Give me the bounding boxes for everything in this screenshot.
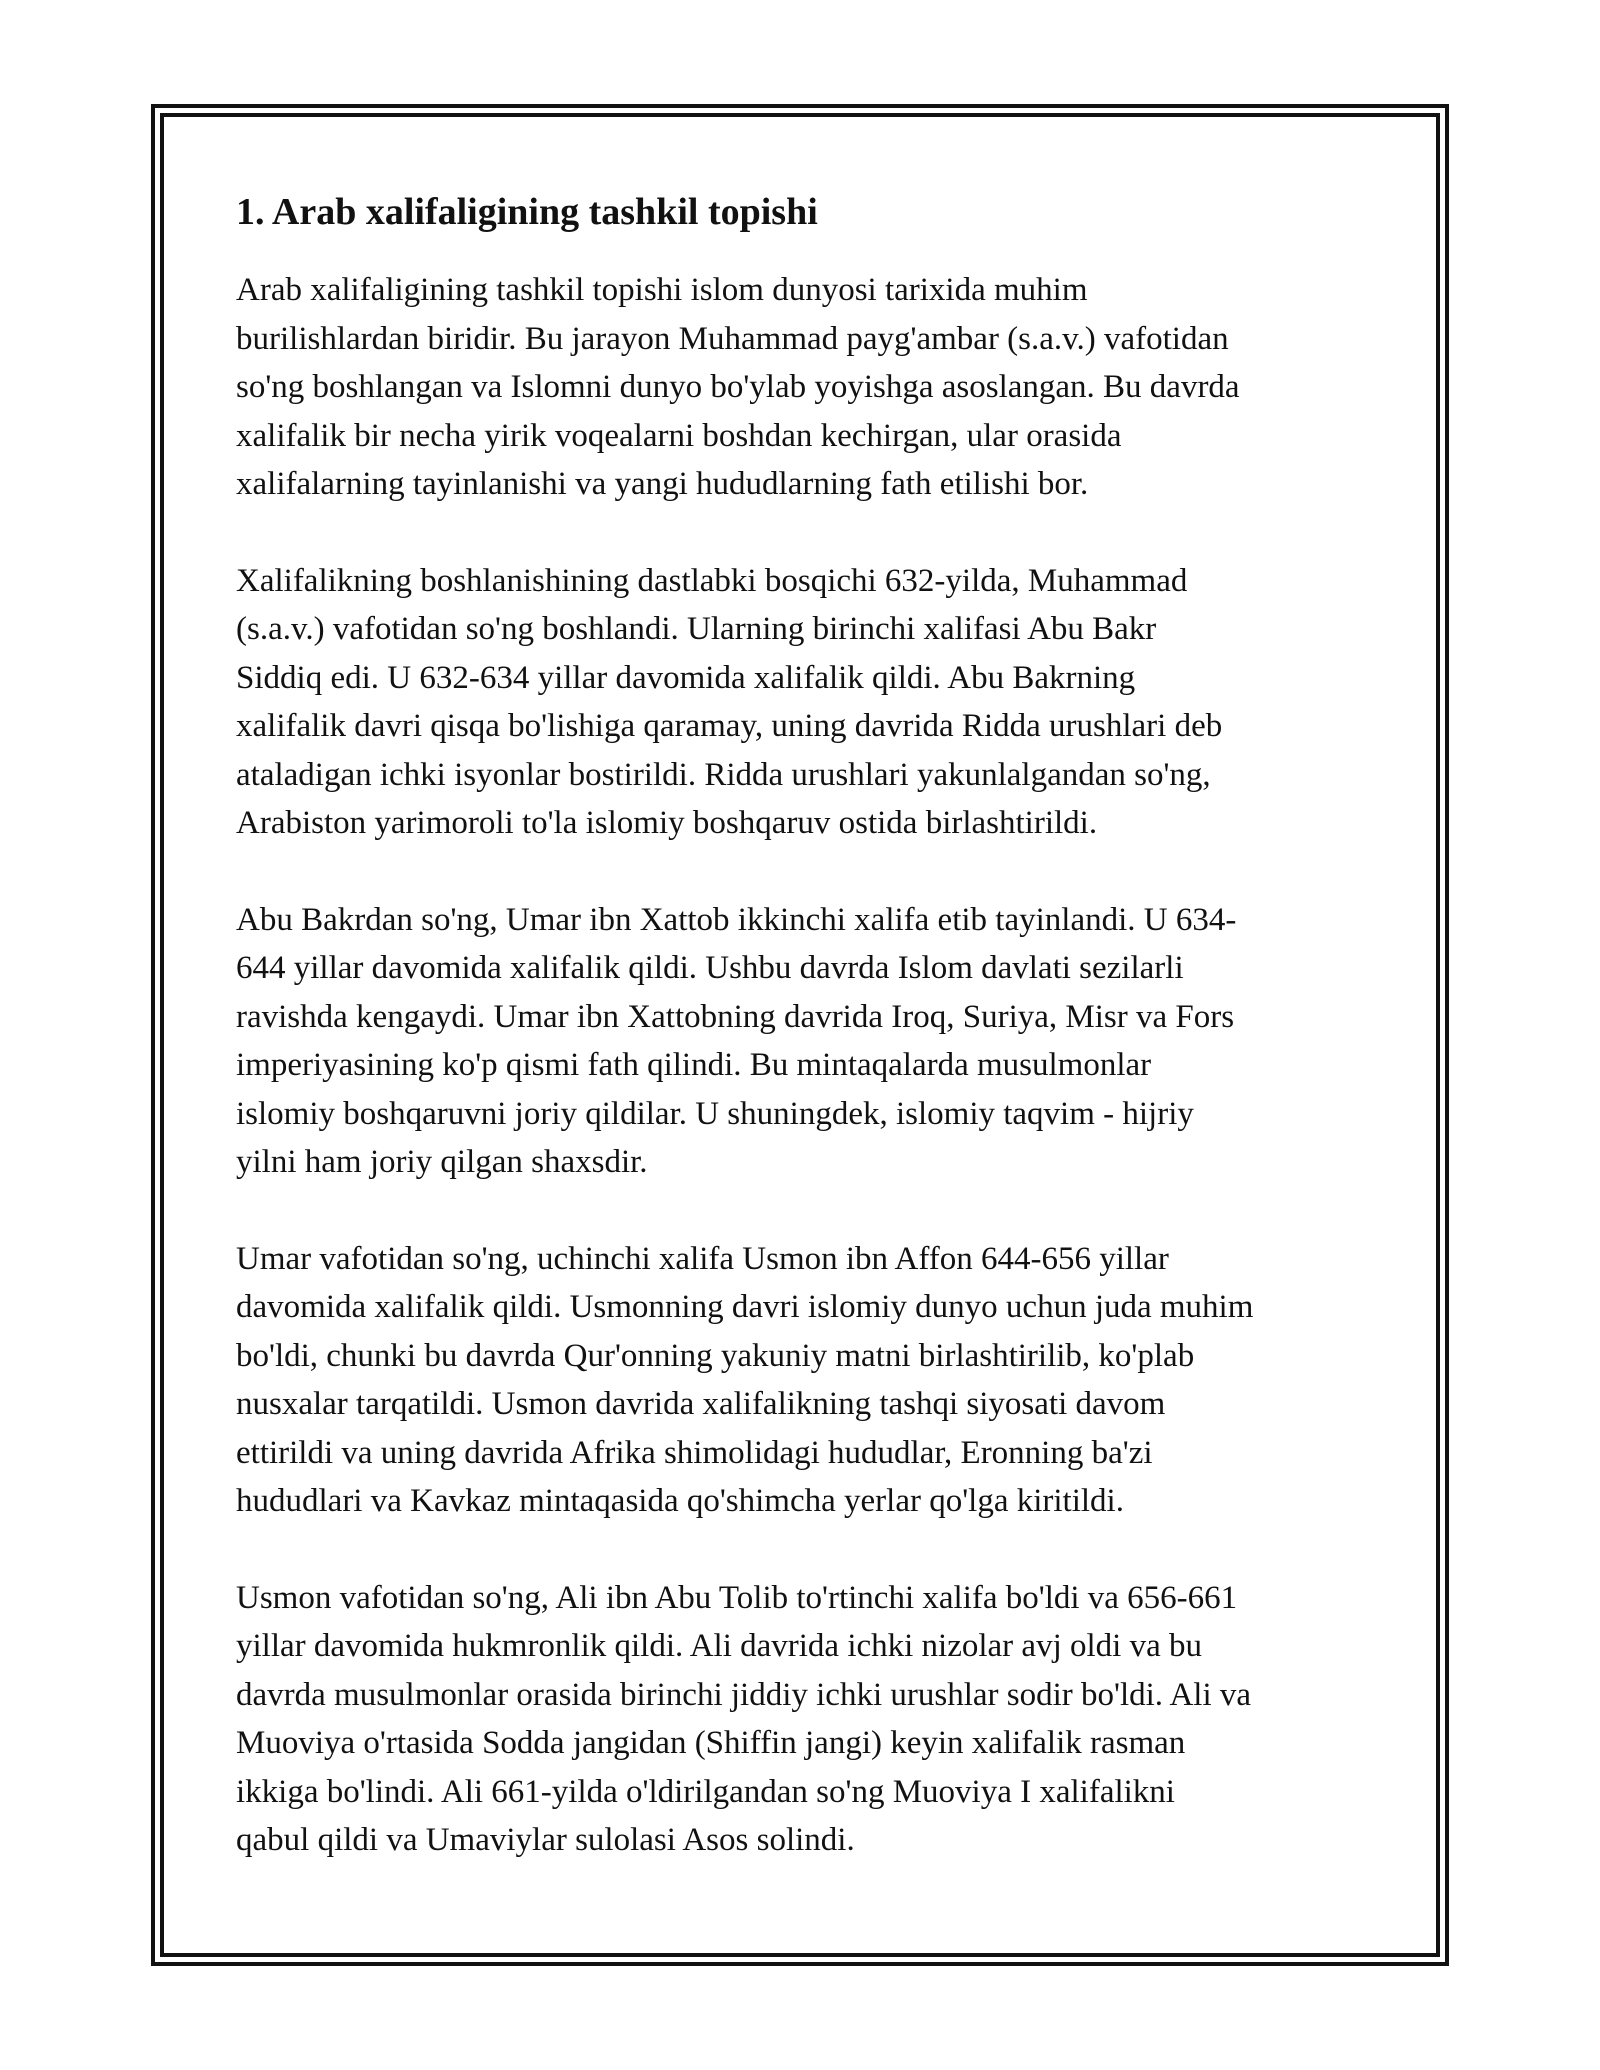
paragraph-line: xalifalik davri qisqa bo'lishiga qaramay, uning davrida Ridda urushlari deb: [236, 708, 1223, 744]
paragraph: [236, 1235, 1376, 1526]
paragraph-line: yilni ham joriy qilgan shaxsdir.: [236, 1144, 648, 1180]
paragraph: [236, 266, 1376, 509]
paragraph-line: nusxalar tarqatildi. Usmon davrida xalifalikning tashqi siyosati davom: [236, 1386, 1166, 1422]
paragraph-line: ataladigan ichki isyonlar bostirildi. Ridda urushlari yakunlalgandan so'ng,: [236, 756, 1211, 793]
document-body: [236, 186, 1376, 1913]
paragraph-line: xalifalarning tayinlanishi va yangi hududlarning fath etilishi bor.: [236, 466, 1089, 502]
paragraph-line: xalifalik bir necha yirik voqealarni boshdan kechirgan, ular orasida: [236, 417, 1122, 454]
paragraph-line: Abu Bakrdan so'ng, Umar ibn Xattob ikkinchi xalifa etib tayinlandi. U 634-: [236, 901, 1237, 938]
paragraph-list: [236, 266, 1376, 1865]
paragraph-line: so'ng boshlangan va Islomni dunyo bo'ylab yoyishga asoslangan. Bu davrda: [236, 369, 1240, 405]
paragraph-line: bo'ldi, chunki bu davrda Qur'onning yakuniy matni birlashtirilib, ko'plab: [236, 1337, 1195, 1374]
paragraph-line: Umar vafotidan so'ng, uchinchi xalifa Usmon ibn Affon 644-656 yillar: [236, 1240, 1169, 1277]
paragraph: [236, 896, 1376, 1187]
paragraph-line: Arabiston yarimoroli to'la islomiy boshqaruv ostida birlashtirildi.: [236, 805, 1098, 841]
paragraph-line: davomida xalifalik qildi. Usmonning davri islomiy dunyo uchun juda muhim: [236, 1289, 1254, 1325]
paragraph-line: Usmon vafotidan so'ng, Ali ibn Abu Tolib to'rtinchi xalifa bo'ldi va 656-661: [236, 1579, 1238, 1616]
paragraph-line: Arab xalifaligining tashkil topishi islom dunyosi tarixida muhim: [236, 272, 1088, 308]
paragraph-line: yillar davomida hukmronlik qildi. Ali davrida ichki nizolar avj oldi va bu: [236, 1628, 1202, 1664]
paragraph-line: hududlari va Kavkaz mintaqasida qo'shimcha yerlar qo'lga kiritildi.: [236, 1483, 1124, 1519]
paragraph-line: Siddiq edi. U 632-634 yillar davomida xalifalik qildi. Abu Bakrning: [236, 659, 1136, 696]
paragraph-line: burilishlardan biridir. Bu jarayon Muhammad payg'ambar (s.a.v.) vafotidan: [236, 320, 1229, 357]
paragraph-line: 644 yillar davomida xalifalik qildi. Ushbu davrda Islom davlati sezilarli: [236, 950, 1184, 986]
paragraph: [236, 1574, 1376, 1865]
paragraph-line: Muoviya o'rtasida Sodda jangidan (Shiffin jangi) keyin xalifalik rasman: [236, 1725, 1186, 1761]
paragraph-line: ettirildi va uning davrida Afrika shimolidagi hududlar, Eronning ba'zi: [236, 1434, 1153, 1471]
paragraph-line: imperiyasining ko'p qismi fath qilindi. Bu mintaqalarda musulmonlar: [236, 1047, 1152, 1083]
section-heading: 1. Arab xalifaligining tashkil topishi: [236, 191, 818, 233]
paragraph-line: (s.a.v.) vafotidan so'ng boshlandi. Ularning birinchi xalifasi Abu Bakr: [236, 611, 1157, 647]
paragraph-line: ravishda kengaydi. Umar ibn Xattobning davrida Iroq, Suriya, Misr va Fors: [236, 998, 1235, 1035]
paragraph-line: islomiy boshqaruvni joriy qildilar. U shuningdek, islomiy taqvim - hijriy: [236, 1095, 1194, 1132]
paragraph: [236, 557, 1376, 848]
paragraph-line: Xalifalikning boshlanishining dastlabki bosqichi 632-yilda, Muhammad: [236, 562, 1188, 599]
paragraph-line: davrda musulmonlar orasida birinchi jiddiy ichki urushlar sodir bo'ldi. Ali va: [236, 1676, 1252, 1713]
paragraph-line: ikkiga bo'lindi. Ali 661-yilda o'ldirilgandan so'ng Muoviya I xalifalikni: [236, 1773, 1175, 1810]
paragraph-line: qabul qildi va Umaviylar sulolasi Asos solindi.: [236, 1822, 855, 1858]
